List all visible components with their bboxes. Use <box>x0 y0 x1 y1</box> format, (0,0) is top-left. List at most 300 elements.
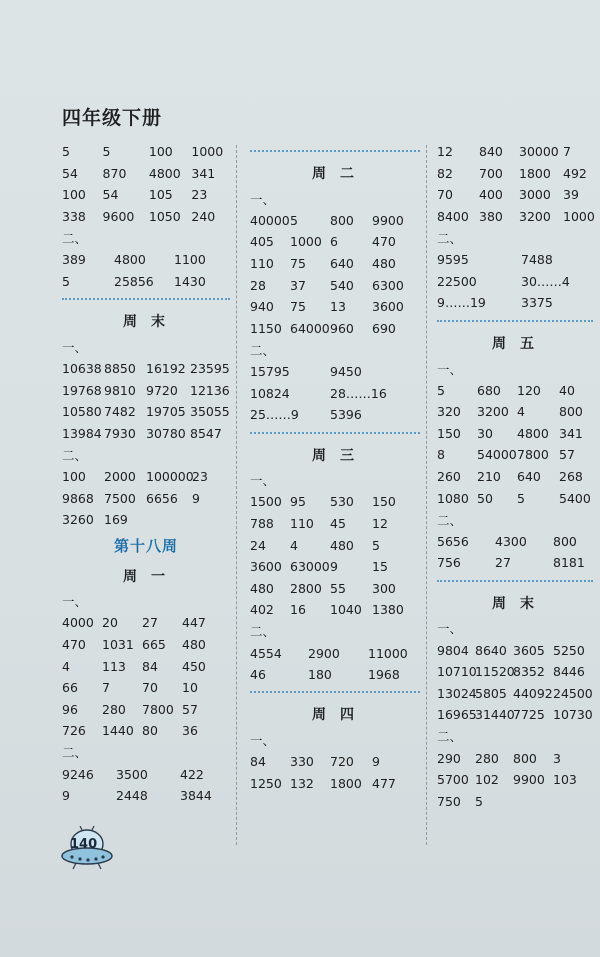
answer-row <box>250 210 420 232</box>
answer-value: 3260 <box>62 512 94 528</box>
answer-value: 9 <box>62 788 70 804</box>
section-label: 二、 <box>437 729 463 745</box>
column-separator-left <box>236 145 237 845</box>
answer-value: 320 <box>437 404 461 420</box>
answer-value: 268 <box>559 469 583 485</box>
answer-value: 5 <box>102 144 111 160</box>
answer-value: 1031 <box>102 636 134 652</box>
section-label: 二、 <box>62 745 88 761</box>
answer-value: 20 <box>102 615 118 631</box>
answer-value: 5 <box>290 212 298 228</box>
answer-value: 7 <box>102 680 110 696</box>
answer-value: 9868 <box>62 490 94 506</box>
answer-block <box>437 747 593 812</box>
answer-row <box>62 612 230 634</box>
answer-value: 30……4 <box>521 273 570 289</box>
answer-value: 15 <box>372 559 388 575</box>
answer-value: 30 <box>477 425 493 441</box>
answer-value: 8850 <box>104 361 136 377</box>
answer-value: 3844 <box>180 788 212 804</box>
answer-value: 5 <box>62 273 70 289</box>
answer-value: 800 <box>513 750 537 766</box>
answer-row <box>250 751 420 773</box>
answer-value: 4 <box>62 658 70 674</box>
answer-value: 5656 <box>437 533 469 549</box>
answer-value: 9……19 <box>437 295 486 311</box>
answer-value: 5700 <box>437 772 469 788</box>
answer-value: 750 <box>437 793 461 809</box>
answer-value: 2448 <box>116 788 148 804</box>
answer-value: 1440 <box>102 723 134 739</box>
answer-value: 10 <box>182 680 198 696</box>
answer-block <box>62 249 230 292</box>
day-heading: 周四 <box>312 707 368 724</box>
answer-value: 422 <box>180 766 204 782</box>
answer-value: 4 <box>290 537 298 553</box>
answer-value: 4 <box>517 404 525 420</box>
answer-value: 1040 <box>330 602 362 618</box>
answer-row <box>62 423 230 445</box>
answer-row <box>62 509 230 531</box>
answer-value: 3600 <box>250 559 282 575</box>
answer-value: 84 <box>142 658 158 674</box>
answer-block <box>250 751 420 794</box>
answer-value: 54 <box>102 187 119 203</box>
answer-row <box>437 661 593 683</box>
answer-value: 7482 <box>104 404 136 420</box>
week-title: 第十八周 <box>113 537 178 555</box>
answer-value: 640 <box>517 469 541 485</box>
answer-value: 120 <box>517 382 541 398</box>
answer-value: 7500 <box>104 490 136 506</box>
answer-value: 39 <box>563 187 579 203</box>
answer-value: 44092 <box>513 685 553 701</box>
answer-row <box>437 444 593 466</box>
section-divider <box>62 298 230 300</box>
answer-value: 1150 <box>250 320 282 336</box>
answer-value: 36 <box>182 723 198 739</box>
answer-value: 5805 <box>475 685 507 701</box>
answer-row <box>250 664 420 686</box>
answer-value: 54000 <box>477 447 517 463</box>
answer-block <box>250 210 420 340</box>
answer-value: 19705 <box>146 404 186 420</box>
answer-value: 66 <box>62 680 78 696</box>
answer-row <box>437 184 593 206</box>
answer-row <box>437 292 593 314</box>
answer-value: 840 <box>479 144 503 160</box>
answer-value: 3500 <box>116 766 148 782</box>
answer-value: 4800 <box>148 165 181 181</box>
answer-value: 132 <box>290 775 314 791</box>
day-heading: 周末 <box>123 314 179 331</box>
answer-value: 10638 <box>62 361 102 377</box>
answer-row <box>437 466 593 488</box>
answer-value: 100 <box>62 187 86 203</box>
answer-value: 470 <box>62 636 86 652</box>
answer-value: 27 <box>495 555 511 571</box>
section-divider <box>250 691 420 693</box>
answer-row <box>437 639 593 661</box>
answer-row <box>437 682 593 704</box>
day-heading: 周二 <box>312 166 368 182</box>
answer-row <box>437 790 593 812</box>
answer-value: 113 <box>102 658 126 674</box>
section-label: 一、 <box>250 473 276 489</box>
answer-row <box>62 720 230 742</box>
answer-row <box>62 785 230 807</box>
answer-block <box>437 531 593 574</box>
answer-row <box>62 163 230 185</box>
answer-value: 9720 <box>146 382 178 398</box>
answer-value: 210 <box>477 469 501 485</box>
answer-value: 12136 <box>190 382 230 398</box>
answer-row <box>62 763 230 785</box>
section-label: 一、 <box>437 621 463 637</box>
answer-value: 180 <box>308 667 332 683</box>
answer-row <box>437 206 593 228</box>
answer-value: 480 <box>250 580 274 596</box>
answer-value: 7930 <box>104 425 136 441</box>
answer-value: 7488 <box>521 252 553 268</box>
section-label: 一、 <box>62 594 88 610</box>
answer-block <box>437 141 593 227</box>
answer-value: 8181 <box>553 555 585 571</box>
answer-value: 3200 <box>477 404 509 420</box>
answer-value: 7800 <box>517 447 549 463</box>
answer-value: 341 <box>191 165 216 181</box>
answer-value: 25……9 <box>250 407 299 423</box>
answer-row <box>437 487 593 509</box>
section-label: 二、 <box>250 342 276 358</box>
answer-row <box>437 423 593 445</box>
section-label: 一、 <box>250 733 276 749</box>
answer-value: 63000 <box>290 559 330 575</box>
answer-row <box>250 556 420 578</box>
answer-value: 5400 <box>559 490 591 506</box>
right-column <box>437 141 593 812</box>
answer-block <box>62 763 230 806</box>
answer-value: 3000 <box>519 187 551 203</box>
answer-value: 9900 <box>372 212 404 228</box>
answer-value: 57 <box>182 701 198 717</box>
answer-value: 8400 <box>437 209 469 225</box>
answer-value: 450 <box>182 658 206 674</box>
answer-value: 27 <box>142 615 158 631</box>
answer-value: 5 <box>517 490 525 506</box>
answer-value: 290 <box>437 750 461 766</box>
answer-value: 1500 <box>250 494 282 510</box>
section-divider <box>250 432 420 434</box>
answer-row <box>437 704 593 726</box>
answer-value: 9450 <box>330 364 362 380</box>
answer-row <box>437 141 593 163</box>
answer-block <box>62 141 230 227</box>
answer-block <box>62 466 230 531</box>
answer-row <box>250 253 420 275</box>
answer-value: 55 <box>330 580 346 596</box>
answer-row <box>62 379 230 401</box>
answer-value: 3200 <box>519 209 551 225</box>
answer-value: 788 <box>250 516 274 532</box>
answer-value: 800 <box>553 533 577 549</box>
answer-value: 1050 <box>148 209 181 225</box>
answer-value: 400 <box>479 187 503 203</box>
answer-value: 5 <box>372 537 380 553</box>
answer-value: 5 <box>62 144 70 160</box>
answer-value: 6656 <box>146 490 178 506</box>
answer-value: 16 <box>290 602 306 618</box>
answer-value: 7 <box>563 144 571 160</box>
answer-value: 15795 <box>250 364 290 380</box>
answer-value: 96 <box>62 701 78 717</box>
answer-value: 5 <box>475 793 483 809</box>
grade-title: 四年级下册 <box>62 107 163 129</box>
answer-value: 380 <box>479 209 503 225</box>
answer-value: 9600 <box>102 209 135 225</box>
answer-row <box>437 249 593 271</box>
answer-row <box>250 274 420 296</box>
answer-row <box>62 141 230 163</box>
answer-value: 9810 <box>104 382 136 398</box>
answer-value: 9900 <box>513 772 545 788</box>
answer-value: 5250 <box>553 642 585 658</box>
answer-value: 10730 <box>553 707 593 723</box>
answer-value: 1968 <box>368 667 400 683</box>
answer-value: 5396 <box>330 407 362 423</box>
answer-row <box>250 296 420 318</box>
answer-value: 80 <box>142 723 158 739</box>
answer-value: 480 <box>182 636 206 652</box>
answer-value: 22500 <box>437 273 477 289</box>
answer-value: 640 <box>330 256 354 272</box>
answer-row <box>62 401 230 423</box>
answer-value: 3600 <box>372 299 404 315</box>
answer-value: 8547 <box>190 425 222 441</box>
section-label: 二、 <box>250 624 276 640</box>
answer-value: 13024 <box>437 685 477 701</box>
answer-value: 82 <box>437 165 453 181</box>
answer-value: 402 <box>250 602 274 618</box>
answer-value: 1000 <box>563 209 595 225</box>
answer-value: 23595 <box>190 361 230 377</box>
answer-value: 100 <box>62 469 86 485</box>
answer-row <box>437 271 593 293</box>
answer-value: 75 <box>290 256 306 272</box>
answer-row <box>62 677 230 699</box>
answer-value: 13 <box>330 299 346 315</box>
answer-value: 338 <box>62 209 86 225</box>
answer-value: 30000 <box>519 144 559 160</box>
day-heading: 周三 <box>312 447 368 464</box>
section-label: 二、 <box>62 231 88 247</box>
answer-value: 70 <box>437 187 453 203</box>
answer-value: 28……16 <box>330 385 387 401</box>
answer-value: 30780 <box>146 425 186 441</box>
section-divider <box>437 320 593 322</box>
answer-value: 480 <box>330 537 354 553</box>
answer-value: 100000 <box>146 469 194 485</box>
answer-block <box>437 249 593 314</box>
answer-value: 9246 <box>62 766 94 782</box>
answer-value: 341 <box>559 425 583 441</box>
answer-value: 8352 <box>513 664 545 680</box>
answer-value: 8446 <box>553 664 585 680</box>
answer-value: 756 <box>437 555 461 571</box>
day-heading: 周五 <box>492 335 548 352</box>
answer-value: 40000 <box>250 212 290 228</box>
section-label: 一、 <box>437 361 463 377</box>
answer-row <box>62 206 230 228</box>
answer-value: 75 <box>290 299 306 315</box>
answer-value: 405 <box>250 234 274 250</box>
answer-value: 1000 <box>290 234 322 250</box>
answer-row <box>250 642 420 664</box>
section-label: 二、 <box>437 512 463 528</box>
answer-value: 8 <box>437 447 445 463</box>
answer-block <box>437 639 593 725</box>
answer-value: 9804 <box>437 642 469 658</box>
answer-value: 4800 <box>517 425 549 441</box>
answer-value: 1080 <box>437 490 469 506</box>
answer-value: 9 <box>192 490 200 506</box>
answer-value: 24 <box>250 537 266 553</box>
answer-value: 10824 <box>250 385 290 401</box>
section-label: 二、 <box>62 447 88 463</box>
section-divider <box>437 580 593 582</box>
answer-row <box>62 655 230 677</box>
answer-value: 6300 <box>372 277 404 293</box>
answer-value: 25856 <box>114 273 154 289</box>
answer-value: 54 <box>62 165 78 181</box>
answer-row <box>250 513 420 535</box>
answer-value: 13984 <box>62 425 102 441</box>
answer-row <box>62 271 230 293</box>
answer-row <box>62 184 230 206</box>
answer-row <box>62 249 230 271</box>
answer-value: 12 <box>437 144 453 160</box>
answer-value: 11520 <box>475 664 515 680</box>
page-number: 140 <box>70 837 98 852</box>
answer-value: 11000 <box>368 645 408 661</box>
answer-value: 690 <box>372 320 396 336</box>
answer-value: 45 <box>330 516 346 532</box>
answer-value: 280 <box>102 701 126 717</box>
answer-value: 470 <box>372 234 396 250</box>
answer-value: 447 <box>182 615 206 631</box>
answer-value: 100 <box>148 144 173 160</box>
column-separator-right <box>426 145 427 845</box>
answer-value: 2900 <box>308 645 340 661</box>
answer-row <box>250 361 420 383</box>
answer-value: 31440 <box>475 707 515 723</box>
answer-value: 480 <box>372 256 396 272</box>
answer-value: 280 <box>475 750 499 766</box>
answer-row <box>62 466 230 488</box>
answer-value: 330 <box>290 754 314 770</box>
answer-value: 10710 <box>437 664 477 680</box>
answer-value: 102 <box>475 772 499 788</box>
section-label: 二、 <box>437 231 463 247</box>
answer-block <box>62 358 230 444</box>
answer-value: 6 <box>330 234 338 250</box>
answer-value: 35055 <box>190 404 230 420</box>
answer-value: 870 <box>102 165 127 181</box>
answer-value: 7800 <box>142 701 174 717</box>
answer-row <box>437 401 593 423</box>
section-label: 一、 <box>250 191 276 207</box>
answer-value: 16965 <box>437 707 477 723</box>
answer-value: 10580 <box>62 404 102 420</box>
answer-block <box>62 612 230 742</box>
answer-value: 23 <box>191 187 208 203</box>
section-divider <box>250 150 420 152</box>
answer-value: 3605 <box>513 642 545 658</box>
day-heading: 周末 <box>492 595 548 612</box>
answer-value: 9 <box>330 559 338 575</box>
answer-value: 110 <box>250 256 274 272</box>
answer-value: 12 <box>372 516 388 532</box>
answer-value: 16192 <box>146 361 186 377</box>
answer-value: 492 <box>563 165 587 181</box>
answer-value: 477 <box>372 775 396 791</box>
answer-value: 150 <box>372 494 396 510</box>
answer-value: 800 <box>559 404 583 420</box>
answer-value: 680 <box>477 382 501 398</box>
answer-value: 103 <box>553 772 577 788</box>
answer-row <box>62 634 230 656</box>
answer-value: 940 <box>250 299 274 315</box>
answer-value: 260 <box>437 469 461 485</box>
answer-row <box>250 773 420 795</box>
answer-value: 4300 <box>495 533 527 549</box>
answer-row <box>437 379 593 401</box>
answer-value: 46 <box>250 667 266 683</box>
middle-column <box>250 148 420 794</box>
answer-value: 1000 <box>191 144 224 160</box>
answer-row <box>250 578 420 600</box>
day-heading: 周一 <box>123 568 179 585</box>
answer-value: 540 <box>330 277 354 293</box>
answer-value: 3375 <box>521 295 553 311</box>
answer-value: 40 <box>559 382 575 398</box>
answer-block <box>437 379 593 509</box>
answer-value: 64000 <box>290 320 330 336</box>
answer-value: 389 <box>62 252 86 268</box>
answer-row <box>62 698 230 720</box>
answer-value: 37 <box>290 277 306 293</box>
answer-value: 726 <box>62 723 86 739</box>
answer-value: 1800 <box>519 165 551 181</box>
answer-row <box>62 487 230 509</box>
answer-value: 800 <box>330 212 354 228</box>
answer-value: 720 <box>330 754 354 770</box>
answer-row <box>437 552 593 574</box>
answer-value: 665 <box>142 636 166 652</box>
answer-value: 1800 <box>330 775 362 791</box>
answer-value: 3 <box>553 750 561 766</box>
answer-row <box>250 318 420 340</box>
answer-value: 24500 <box>553 685 593 701</box>
answer-value: 70 <box>142 680 158 696</box>
answer-value: 5 <box>437 382 445 398</box>
answer-value: 1250 <box>250 775 282 791</box>
answer-value: 57 <box>559 447 575 463</box>
answer-block <box>250 361 420 426</box>
answer-value: 105 <box>148 187 173 203</box>
answer-row <box>62 358 230 380</box>
answer-row <box>250 534 420 556</box>
